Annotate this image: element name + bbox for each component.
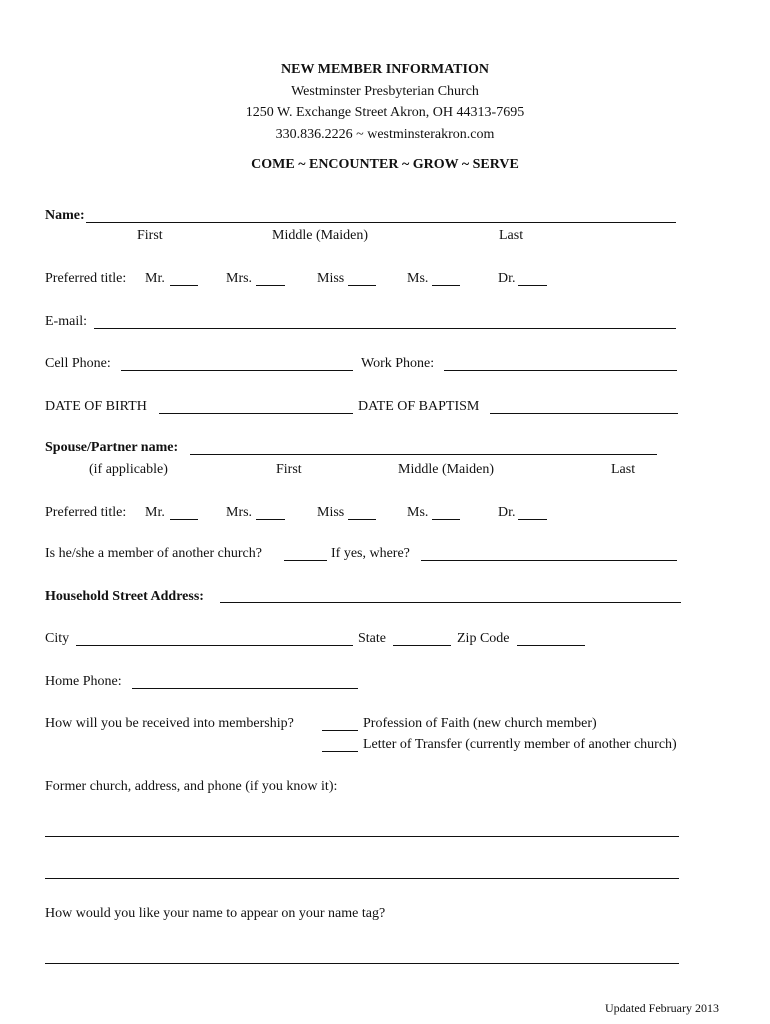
title-miss-field[interactable] xyxy=(348,285,376,286)
updated-date: Updated February 2013 xyxy=(605,1001,719,1015)
church-motto: COME ~ ENCOUNTER ~ GROW ~ SERVE xyxy=(251,157,519,172)
title-mr-field[interactable] xyxy=(170,285,198,286)
city-field[interactable] xyxy=(76,645,353,646)
spouse-title-miss-field[interactable] xyxy=(348,519,376,520)
state-label: State xyxy=(358,631,386,646)
spouse-title-mrs-field[interactable] xyxy=(256,519,285,520)
cell-phone-label: Cell Phone: xyxy=(45,356,111,371)
membership-profession-label: Profession of Faith (new church member) xyxy=(363,716,597,731)
spouse-title-mrs-label: Mrs. xyxy=(226,505,253,520)
date-of-baptism-label: DATE OF BAPTISM xyxy=(358,399,480,414)
name-first-caption: First xyxy=(137,228,163,243)
date-of-baptism-field[interactable] xyxy=(490,413,678,414)
household-address-label: Household Street Address: xyxy=(45,589,204,604)
former-church-line-1[interactable] xyxy=(45,836,679,837)
other-church-answer-field[interactable] xyxy=(284,560,327,561)
former-church-line-2[interactable] xyxy=(45,878,679,879)
state-field[interactable] xyxy=(393,645,451,646)
spouse-name-field[interactable] xyxy=(190,454,657,455)
membership-transfer-field[interactable] xyxy=(322,751,358,752)
date-of-birth-field[interactable] xyxy=(159,413,353,414)
cell-phone-field[interactable] xyxy=(121,370,353,371)
other-church-question: Is he/she a member of another church? xyxy=(45,546,262,561)
former-church-label: Former church, address, and phone (if you know it): xyxy=(45,779,338,794)
title-dr-label: Dr. xyxy=(498,271,516,286)
zip-code-field[interactable] xyxy=(517,645,585,646)
title-ms-label: Ms. xyxy=(407,271,429,286)
spouse-title-dr-field[interactable] xyxy=(518,519,547,520)
name-tag-label: How would you like your name to appear on your name tag? xyxy=(45,906,386,921)
membership-profession-field[interactable] xyxy=(322,730,358,731)
preferred-title-label: Preferred title: xyxy=(45,271,127,286)
name-field[interactable] xyxy=(86,222,676,223)
home-phone-label: Home Phone: xyxy=(45,674,122,689)
spouse-title-dr-label: Dr. xyxy=(498,505,516,520)
city-label: City xyxy=(45,631,70,646)
other-church-where-field[interactable] xyxy=(421,560,677,561)
membership-question: How will you be received into membership? xyxy=(45,716,294,731)
church-contact: 330.836.2226 ~ westminsterakron.com xyxy=(275,127,495,142)
work-phone-label: Work Phone: xyxy=(361,356,435,371)
form-title: NEW MEMBER INFORMATION xyxy=(281,62,489,77)
title-dr-field[interactable] xyxy=(518,285,547,286)
membership-transfer-label: Letter of Transfer (currently member of another church) xyxy=(363,737,677,752)
email-label: E-mail: xyxy=(45,314,87,329)
spouse-middle-caption: Middle (Maiden) xyxy=(398,462,495,477)
name-tag-field[interactable] xyxy=(45,963,679,964)
church-address: 1250 W. Exchange Street Akron, OH 44313-7695 xyxy=(245,105,525,120)
name-last-caption: Last xyxy=(499,228,524,243)
title-miss-label: Miss xyxy=(317,271,345,286)
spouse-title-ms-field[interactable] xyxy=(432,519,460,520)
spouse-if-applicable: (if applicable) xyxy=(89,462,168,477)
spouse-title-mr-label: Mr. xyxy=(145,505,165,520)
spouse-first-caption: First xyxy=(276,462,302,477)
household-address-field[interactable] xyxy=(220,602,681,603)
spouse-name-label: Spouse/Partner name: xyxy=(45,440,179,455)
title-mrs-field[interactable] xyxy=(256,285,285,286)
spouse-preferred-title-label: Preferred title: xyxy=(45,505,127,520)
spouse-title-miss-label: Miss xyxy=(317,505,345,520)
spouse-title-ms-label: Ms. xyxy=(407,505,429,520)
email-field[interactable] xyxy=(94,328,676,329)
name-middle-caption: Middle (Maiden) xyxy=(272,228,369,243)
title-mr-label: Mr. xyxy=(145,271,165,286)
title-mrs-label: Mrs. xyxy=(226,271,253,286)
name-label: Name: xyxy=(45,208,85,223)
zip-code-label: Zip Code xyxy=(457,631,510,646)
church-name: Westminster Presbyterian Church xyxy=(291,84,479,99)
home-phone-field[interactable] xyxy=(132,688,358,689)
work-phone-field[interactable] xyxy=(444,370,677,371)
title-ms-field[interactable] xyxy=(432,285,460,286)
spouse-last-caption: Last xyxy=(611,462,636,477)
other-church-where-label: If yes, where? xyxy=(331,546,410,561)
spouse-title-mr-field[interactable] xyxy=(170,519,198,520)
date-of-birth-label: DATE OF BIRTH xyxy=(45,399,147,414)
